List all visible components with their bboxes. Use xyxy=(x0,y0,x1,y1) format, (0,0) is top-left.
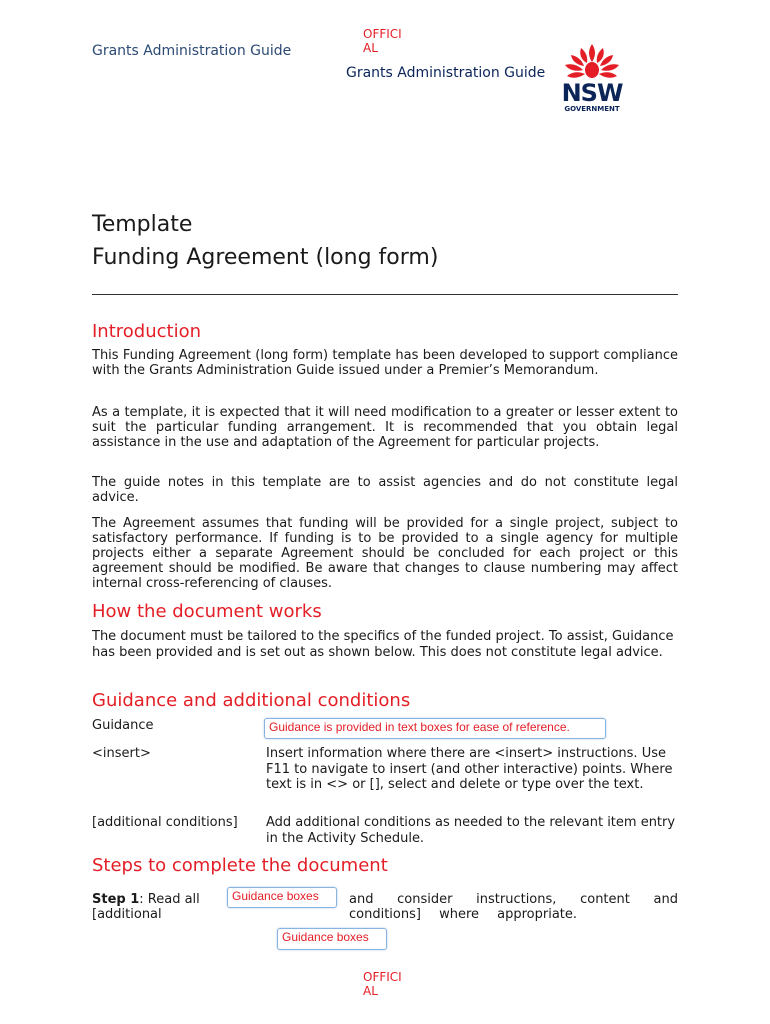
step-1-instructions: and consider instructions, content and conditions] where appropriate. xyxy=(349,892,678,922)
step-1-pre: : Read all xyxy=(139,892,200,907)
step-1-label: Step 1 xyxy=(92,892,140,907)
guidance-label: Guidance xyxy=(92,718,154,733)
introduction-paragraph-1: This Funding Agreement (long form) template has been developed to support compliance with the Grants Administration Guide issued under a Premier’s Memorandum. xyxy=(92,348,678,378)
document-title-line2: Funding Agreement (long form) xyxy=(92,245,439,270)
introduction-heading: Introduction xyxy=(92,321,202,342)
guidance-box-2[interactable]: Guidance boxes xyxy=(277,928,387,950)
introduction-paragraph-4: The Agreement assumes that funding will be provided for a single project, subject to satisfactory performance. If funding is to be provided to a single agency for multiple projects either a separate Agreement should be concluded for each project or this agreement should be modified. Be aware that changes to clause numbering may affect internal cross-referencing of clauses. xyxy=(92,516,678,591)
title-divider xyxy=(92,294,678,295)
header-guide-title: Grants Administration Guide xyxy=(92,43,292,59)
steps-heading: Steps to complete the document xyxy=(92,855,388,876)
nsw-wordmark: NSW xyxy=(561,79,623,107)
official-marking-bottom: OFFICI AL xyxy=(363,970,402,998)
additional-conditions-description: Add additional conditions as needed to the relevant item entry in the Activity Schedule. xyxy=(266,815,676,846)
guidance-example-box[interactable]: Guidance is provided in text boxes for ease of reference. xyxy=(264,718,606,739)
header-guide-title-logo: Grants Administration Guide xyxy=(346,65,546,81)
step-1-guidance-box[interactable]: Guidance boxes xyxy=(227,887,337,908)
insert-description: Insert information where there are <insert> instructions. Use F11 to navigate to insert (and other interactive) points. Where text is in <> or [], select and delete or type over the text. xyxy=(266,746,673,792)
introduction-paragraph-2: As a template, it is expected that it will need modification to a greater or lesser extent to suit the particular funding arrangement. It is recommended that you obtain legal assistance in the use and adaptation of the Agreement for particular projects. xyxy=(92,405,678,450)
additional-conditions-label: [additional conditions] xyxy=(92,815,238,830)
official-marking-top: OFFICI AL xyxy=(363,27,402,55)
introduction-paragraph-3: The guide notes in this template are to assist agencies and do not constitute legal advice. xyxy=(92,475,678,505)
government-wordmark: GOVERNMENT xyxy=(564,105,620,113)
step-1-text xyxy=(92,892,200,907)
step-1-continuation: [additional xyxy=(92,907,162,922)
how-paragraph: The document must be tailored to the specifics of the funded project. To assist, Guidance has been provided and is set out as shown below. This does not constitute legal advice. xyxy=(92,629,674,660)
document-title-line1: Template xyxy=(92,212,193,237)
nsw-logo-text xyxy=(557,81,627,114)
guidance-heading: Guidance and additional conditions xyxy=(92,690,411,711)
how-heading: How the document works xyxy=(92,601,322,622)
insert-label: <insert> xyxy=(92,746,151,761)
